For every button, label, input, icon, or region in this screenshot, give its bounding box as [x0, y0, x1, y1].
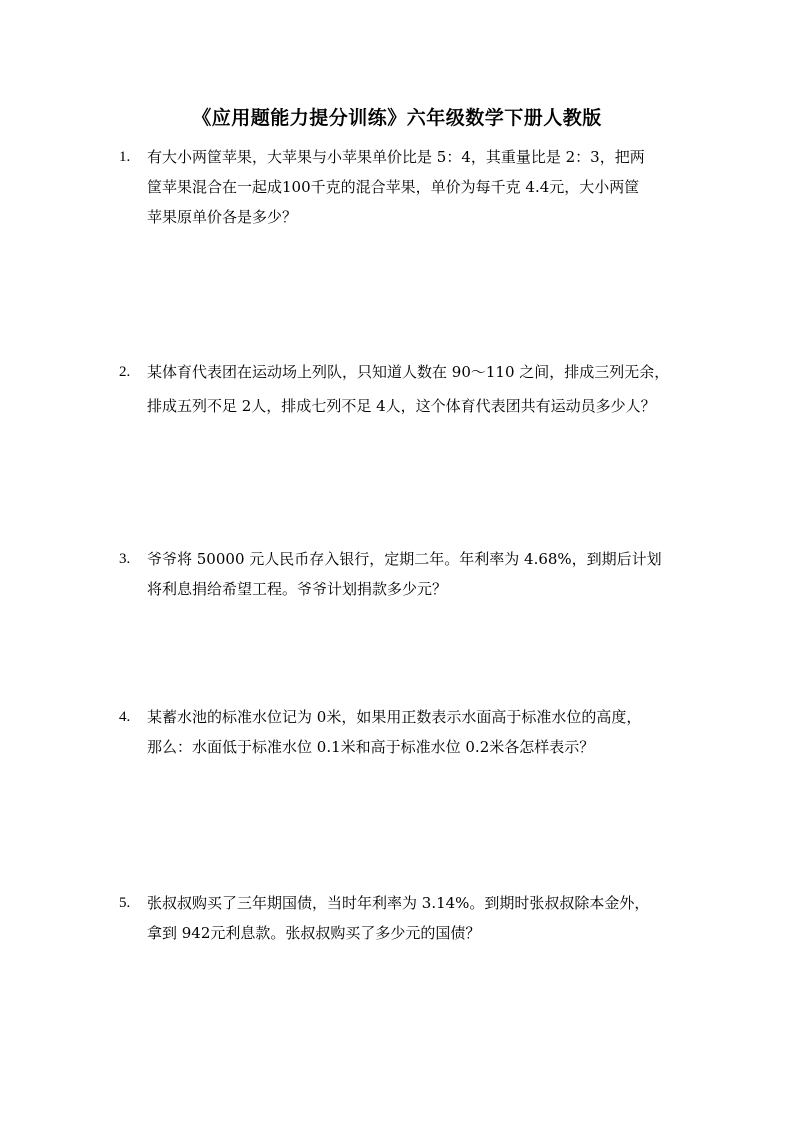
question-text-line: 张叔叔购买了三年期国债，当时年利率为 3.14%。到期时张叔叔除本金外， [147, 894, 650, 912]
question-number: 3. [119, 551, 131, 567]
question-number: 2. [119, 364, 131, 380]
question-number: 5. [119, 895, 131, 911]
question-text-line: 那么：水面低于标准水位 0.1米和高于标准水位 0.2米各怎样表示？ [147, 738, 595, 756]
question-text-line: 某蓄水池的标准水位记为 0米，如果用正数表示水面高于标准水位的高度， [147, 708, 642, 726]
question-text-line: 排成五列不足 2人，排成七列不足 4人，这个体育代表团共有运动员多少人？ [147, 397, 656, 415]
question-text-line: 某体育代表团在运动场上列队，只知道人数在 90～110 之间，排成三列无余， [147, 363, 670, 381]
question-text-line: 将利息捐给希望工程。爷爷计划捐款多少元？ [147, 580, 448, 598]
question-text-line: 苹果原单价各是多少？ [147, 208, 298, 226]
document-title: 《应用题能力提分训练》六年级数学下册人教版 [192, 107, 602, 129]
question-text-line: 爷爷将 50000 元人民币存入银行，定期二年。年利率为 4.68%，到期后计划 [147, 550, 662, 568]
question-number: 1. [119, 149, 131, 165]
question-text-line: 有大小两筐苹果，大苹果与小苹果单价比是 5：4，其重量比是 2：3，把两 [147, 148, 645, 166]
question-text-line: 筐苹果混合在一起成100千克的混合苹果，单价为每千克 4.4元，大小两筐 [147, 178, 640, 196]
question-number: 4. [119, 709, 131, 725]
question-text-line: 拿到 942元利息款。张叔叔购买了多少元的国债？ [147, 924, 481, 942]
